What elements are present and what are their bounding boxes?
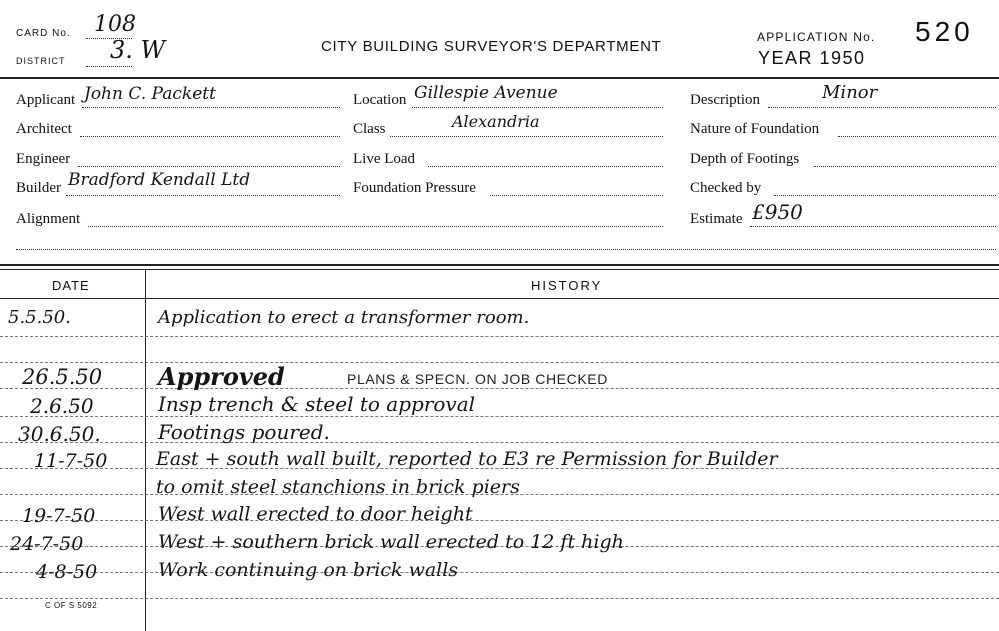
builder-value: Bradford Kendall Ltd [68, 170, 251, 190]
foundation-pressure-label: Foundation Pressure [353, 180, 476, 196]
class-label: Class [353, 121, 386, 137]
history-text: Insp trench & steel to approval [158, 392, 476, 416]
application-no-value: 520 [915, 16, 974, 47]
history-text: Footings poured. [158, 420, 330, 444]
history-text: to omit steel stanchions in brick piers [156, 476, 520, 498]
history-text: Work continuing on brick walls [158, 559, 459, 581]
applicant-label: Applicant [16, 92, 76, 108]
description-value: Minor [822, 82, 878, 103]
history-date: 4-8-50 [36, 561, 98, 583]
location-value: Gillespie Avenue [414, 83, 558, 103]
applicant-value: John C. Packett [84, 84, 216, 104]
depth-of-footings-label: Depth of Footings [690, 151, 800, 167]
history-date: 26.5.50 [22, 365, 103, 389]
district-label: DISTRICT [16, 56, 66, 66]
plans-checked-stamp: PLANS & SPECN. ON JOB CHECKED [347, 371, 608, 387]
builder-label: Builder [16, 180, 61, 196]
architect-label: Architect [16, 121, 72, 137]
history-date: 30.6.50. [18, 422, 101, 446]
header-rule [0, 77, 999, 79]
checked-by-label: Checked by [690, 180, 762, 196]
history-header: HISTORY [531, 278, 603, 293]
history-text: Approved [158, 362, 285, 391]
history-date: 24-7-50 [10, 533, 84, 555]
year-label: YEAR 1950 [758, 48, 866, 68]
engineer-label: Engineer [16, 151, 71, 167]
fields-rule-bottom [0, 269, 999, 270]
district-value: 3. W [110, 36, 166, 64]
history-date: 2.6.50 [30, 394, 94, 418]
description-label: Description [690, 92, 760, 108]
date-header: DATE [52, 278, 90, 293]
class-value: Alexandria [452, 112, 540, 131]
fields-rule-top [0, 264, 999, 266]
history-text: East + south wall built, reported to E3 re Permission for Builder [156, 448, 778, 470]
history-header-rule [0, 298, 999, 299]
history-date: 5.5.50. [8, 307, 71, 328]
application-no-label: APPLICATION No. [757, 30, 876, 44]
history-text: West + southern brick wall erected to 12 ft high [158, 531, 624, 553]
nature-of-foundation-label: Nature of Foundation [690, 121, 820, 137]
live-load-label: Live Load [353, 151, 416, 167]
card-no-value: 108 [94, 12, 136, 37]
history-text: West wall erected to door height [158, 503, 473, 525]
estimate-value: £950 [752, 200, 803, 224]
form-code: C OF S 5092 [45, 601, 98, 610]
estimate-label: Estimate [690, 211, 743, 227]
history-column-divider [145, 270, 146, 631]
history-date: 11-7-50 [34, 450, 108, 472]
alignment-label: Alignment [16, 211, 81, 227]
department-title: CITY BUILDING SURVEYOR'S DEPARTMENT [321, 38, 662, 55]
location-label: Location [353, 92, 407, 108]
card-no-label: CARD No. [16, 28, 71, 39]
history-text: Application to erect a transformer room. [158, 307, 530, 328]
history-date: 19-7-50 [22, 505, 96, 527]
